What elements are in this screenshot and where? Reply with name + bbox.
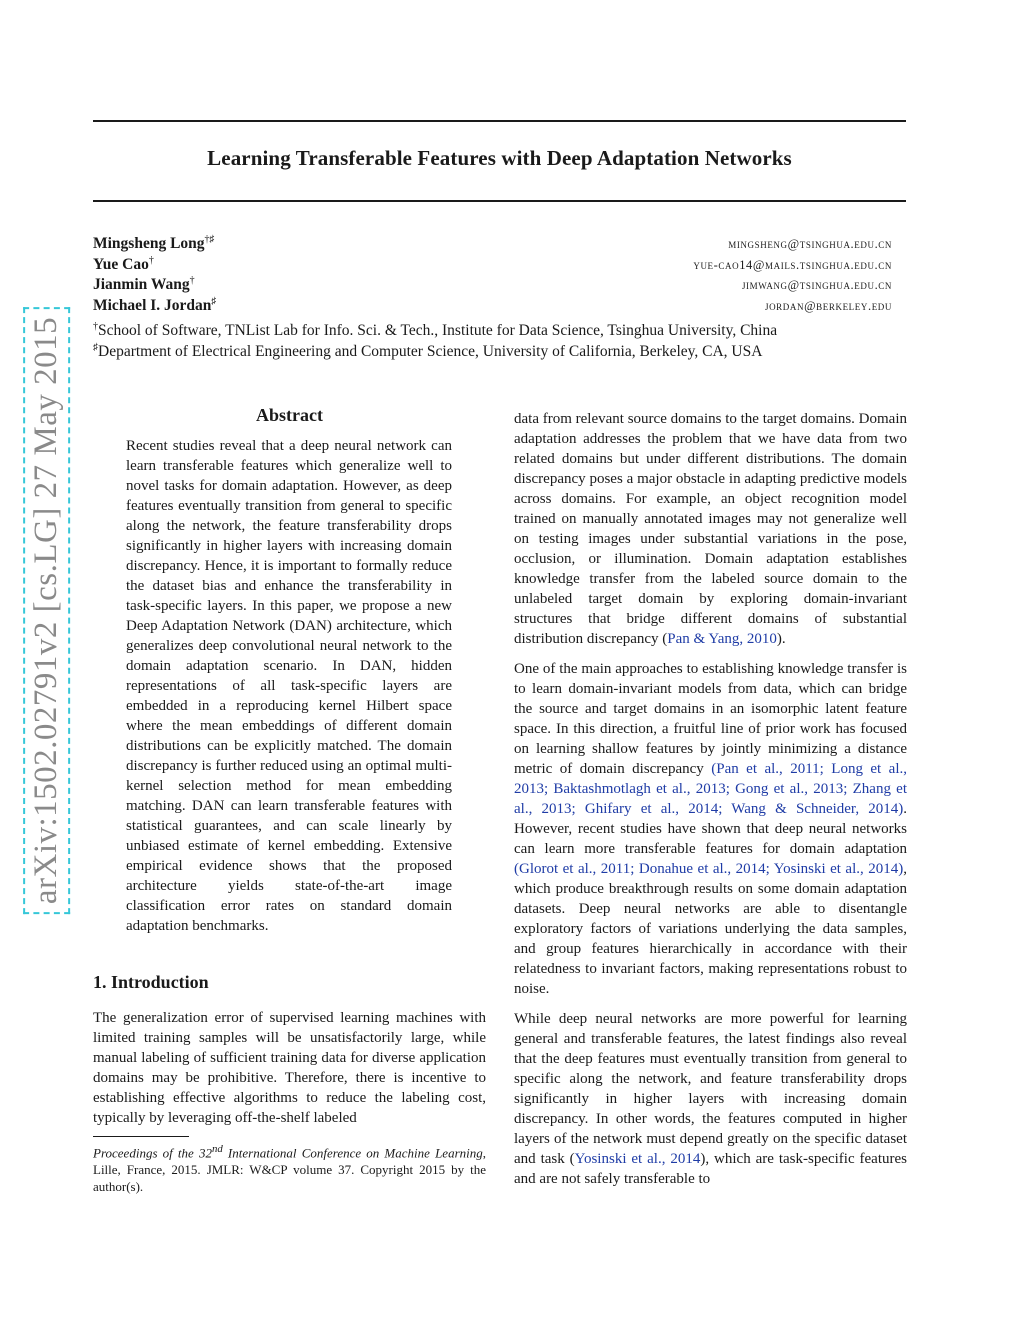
author-row [93, 275, 906, 296]
author-row [93, 255, 906, 276]
title-bottom-rule [93, 200, 906, 202]
citation-link[interactable]: Pan & Yang, 2010 [667, 631, 777, 647]
author-email[interactable]: jordan@berkeley.edu [764, 298, 892, 313]
author-email[interactable]: mingsheng@tsinghua.edu.cn [728, 237, 892, 252]
citation-link[interactable]: (Glorot et al., 2011; Donahue et al., 2014; Yosinski et al., 2014) [514, 861, 904, 877]
author-row [93, 296, 906, 317]
author-name: Mingsheng Long†♯ [93, 234, 215, 253]
abstract-body: Recent studies reveal that a deep neural network can learn transferable features which generalize well to novel tasks for domain adaptation. However, as deep features eventually transition from general to specific along the network, the feature transferability drops significantly in higher layers with increasing domain discrepancy. Hence, it is important to formally reduce the dataset bias and enhance the transferability in task-specific layers. In this paper, we propose a new Deep Adaptation Network (DAN) architecture, which generalizes deep convolutional neural network to the domain adaptation scenario. In DAN, hidden representations of all task-specific layers are embedded in a reproducing kernel Hilbert space where the mean embeddings of different domain distributions can be explicitly matched. The domain discrepancy is further reduced using an optimal multi-kernel selection method for mean embedding matching. DAN can learn transferable features with statistical guarantees, and can scale linearly by unbiased estimate of kernel embedding. Extensive empirical evidence shows that the proposed architecture yields state-of-the-art image classification error rates on standard domain adaptation benchmarks. [126, 438, 452, 934]
abstract-heading: Abstract [256, 405, 323, 425]
author-name: Michael I. Jordan♯ [93, 295, 217, 314]
arxiv-stamp [18, 310, 76, 910]
body-paragraph: While deep neural networks are more powerful for learning general and transferable features, the latest findings also reveal that the deep features must eventually transition from general to specific along the network, and feature transferability drops significantly in higher layers with increasing domain discrepancy. In other words, the features computed in higher layers of the network must depend greatly on the specific dataset and task (Yosinski et al., 2014), which are task-specific features and are not safely transferable to [514, 1011, 907, 1187]
citation-link[interactable]: Yosinski et al., 2014 [574, 1151, 701, 1167]
affiliation-berkeley: ♯Department of Electrical Engineering and Computer Science, University of California, Berkeley, CA, USA [93, 342, 763, 361]
footnote-rule [93, 1136, 189, 1137]
citation-link[interactable]: (Pan et al., 2011; Long et al., 2013; Baktashmotlagh et al., 2013; Gong et al., 2013; Zhang et al., 2013; Ghifary et al., 2014; Wang & Schneider, 2014) [514, 761, 907, 817]
footnote: Proceedings of the 32nd International Conference on Machine Learning, Lille, France, 2015. JMLR: W&CP volume 37. Copyright 2015 by the author(s). [93, 1143, 486, 1195]
introduction-heading: 1. Introduction [93, 972, 209, 992]
right-column [514, 409, 907, 1199]
affiliation-tsinghua: †School of Software, TNList Lab for Info. Sci. & Tech., Institute for Data Science, Tsinghua University, China [93, 321, 778, 340]
paper-title: Learning Transferable Features with Deep Adaptation Networks [207, 146, 792, 170]
arxiv-identifier[interactable]: arXiv:1502.02791v2 [cs.LG] 27 May 2015 [24, 306, 71, 913]
author-name: Yue Cao† [93, 254, 154, 273]
author-block [93, 234, 906, 316]
author-email[interactable]: yue-cao14@mails.tsinghua.edu.cn [693, 257, 892, 272]
top-rule [93, 120, 906, 122]
body-paragraph: One of the main approaches to establishing knowledge transfer is to learn domain-invariant models from data, which can bridge the source and target domains in an isomorphic latent feature space. In this direction, a fruitful line of prior work has focused on learning shallow features by jointly minimizing a distance metric of domain discrepancy (Pan et al., 2011; Long et al., 2013; Baktashmotlagh et al., 2013; Gong et al., 2013; Zhang et al., 2013; Ghifary et al., 2014; Wang & Schneider, 2014). However, recent studies have shown that deep neural networks can learn more transferable features for domain adaptation (Glorot et al., 2011; Donahue et al., 2014; Yosinski et al., 2014), which produce breakthrough results on some domain adaptation datasets. Deep neural networks are able to disentangle exploratory factors of variations underlying the data samples, and group features hierarchically in accordance with their relatedness to invariant factors, making representations robust to noise. [514, 661, 907, 997]
author-email[interactable]: jimwang@tsinghua.edu.cn [741, 278, 892, 293]
author-row [93, 234, 906, 255]
introduction-paragraph: The generalization error of supervised learning machines with limited training samples will be unsatisfactorily large, while manual labeling of sufficient training data for diverse application domains may be prohibitive. Therefore, there is incentive to establishing effective algorithms to reduce the labeling cost, typically by leveraging off-the-shelf labeled [93, 1010, 486, 1126]
author-name: Jianmin Wang† [93, 275, 195, 294]
body-paragraph: data from relevant source domains to the target domains. Domain adaptation addresses the problem that we have data from two related domains but under different distributions. The domain discrepancy poses a major obstacle in adapting predictive models across domains. For example, an object recognition model trained on manually annotated images may not generalize well on testing images under substantial variations in the pose, occlusion, or illumination. Domain adaptation establishes knowledge transfer from the labeled source domain to the unlabeled target domain by exploring domain-invariant structures that bridge different domains of substantial distribution discrepancy (Pan & Yang, 2010). [514, 411, 907, 647]
